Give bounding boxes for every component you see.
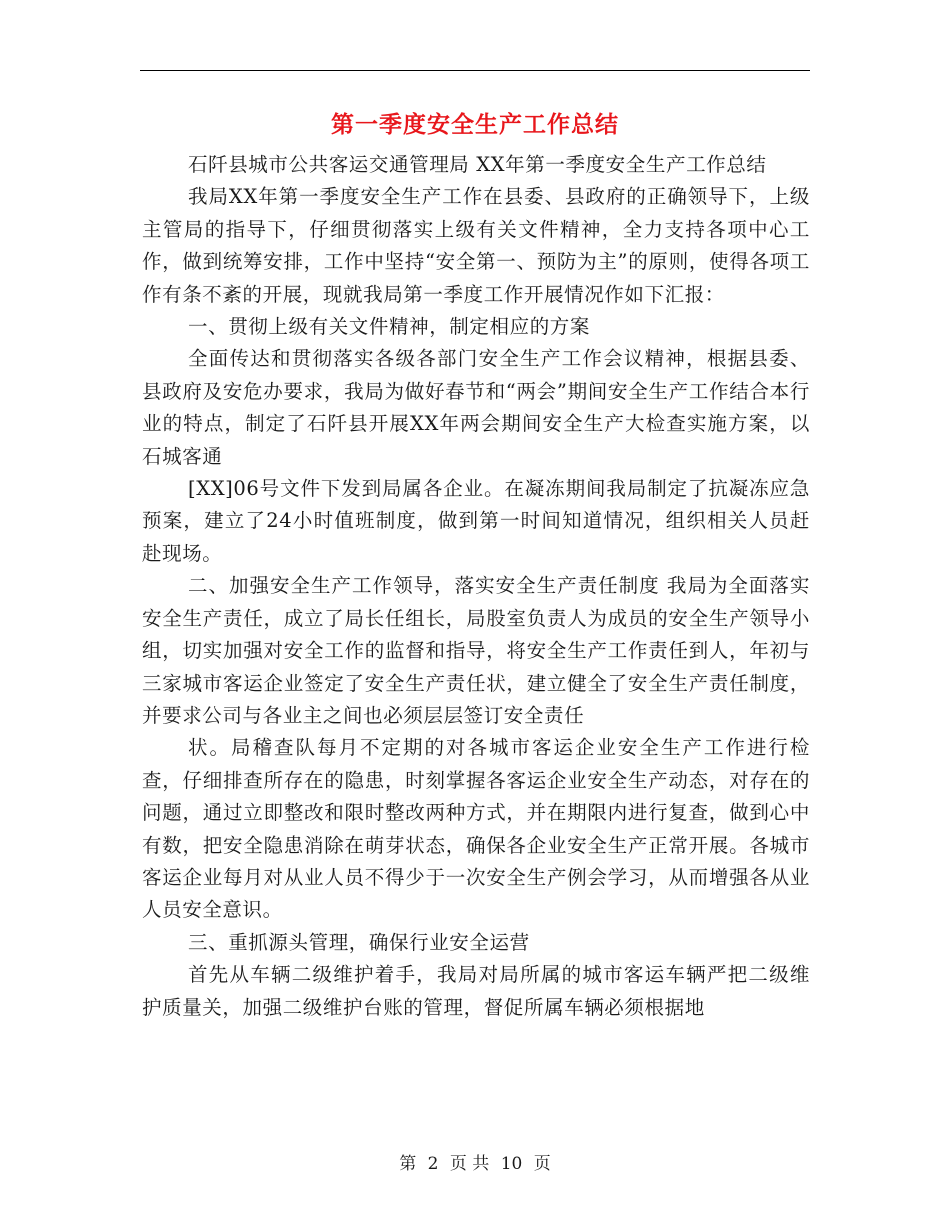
section-heading-3: 三、重抓源头管理，确保行业安全运营 bbox=[188, 930, 530, 954]
header-rule bbox=[140, 70, 810, 71]
page-number: 2 bbox=[427, 1154, 439, 1174]
footer-suffix: 页 bbox=[533, 1154, 551, 1174]
section-heading-1: 一、贯彻上级有关文件精神，制定相应的方案 bbox=[188, 315, 591, 339]
paragraph-section-3: 首先从车辆二级维护着手，我局对局所属的城市客运车辆严把二级维护质量关，加强二级维护台账的管理，督促所属车辆必须根据地 bbox=[142, 963, 810, 1019]
paragraph-subtitle: 石阡县城市公共客运交通管理局 XX年第一季度安全生产工作总结 bbox=[188, 153, 767, 176]
paragraph-intro: 我局XX年第一季度安全生产工作在县委、县政府的正确领导下，上级主管局的指导下，仔细贯彻落实上级有关文件精神，全力支持各项中心工作，做到统筹安排，工作中坚持“安全第一、预防为主”的原则，使得各项工作有条不紊的开展，现就我局第一季度工作开展情况作如下汇报： bbox=[142, 185, 810, 306]
paragraph-section-2-continued: 状。局稽查队每月不定期的对各城市客运企业安全生产工作进行检查，仔细排查所存在的隐患，时刻掌握各客运企业安全生产动态，对存在的问题，通过立即整改和限时整改两种方式，并在期限内进行复查，做到心中有数，把安全隐患消除在萌芽状态，确保各企业安全生产正常开展。各城市客运企业每月对从业人员不得少于一次安全生产例会学习，从而增强各从业人员安全意识。 bbox=[142, 736, 810, 922]
paragraph-section-2: 二、加强安全生产工作领导，落实安全生产责任制度 我局为全面落实安全生产责任，成立了局长任组长，局股室负责人为成员的安全生产领导小组，切实加强对安全工作的监督和指导，将安全生产工作责任到人，年初与三家城市客运企业签定了安全生产责任状，建立健全了安全生产责任制度，并要求公司与各业主之间也必须层层签订安全责任 bbox=[142, 574, 810, 727]
total-pages: 10 bbox=[500, 1154, 523, 1174]
document-title: 第一季度安全生产工作总结 bbox=[331, 111, 619, 138]
page-footer bbox=[0, 1152, 950, 1176]
footer-middle: 页 共 bbox=[449, 1154, 490, 1174]
paragraph-section-1-continued: [XX]06号文件下发到局属各企业。在凝冻期间我局制定了抗凝冻应急预案，建立了24小时值班制度，做到第一时间知道情况，组织相关人员赶赴现场。 bbox=[142, 477, 810, 565]
footer-prefix: 第 bbox=[399, 1154, 417, 1174]
document-body bbox=[142, 149, 810, 1024]
paragraph-section-1: 全面传达和贯彻落实各级各部门安全生产工作会议精神，根据县委、县政府及安危办要求，我局为做好春节和“两会”期间安全生产工作结合本行业的特点，制定了石阡县开展XX年两会期间安全生产大检查实施方案，以石城客通 bbox=[142, 347, 810, 468]
